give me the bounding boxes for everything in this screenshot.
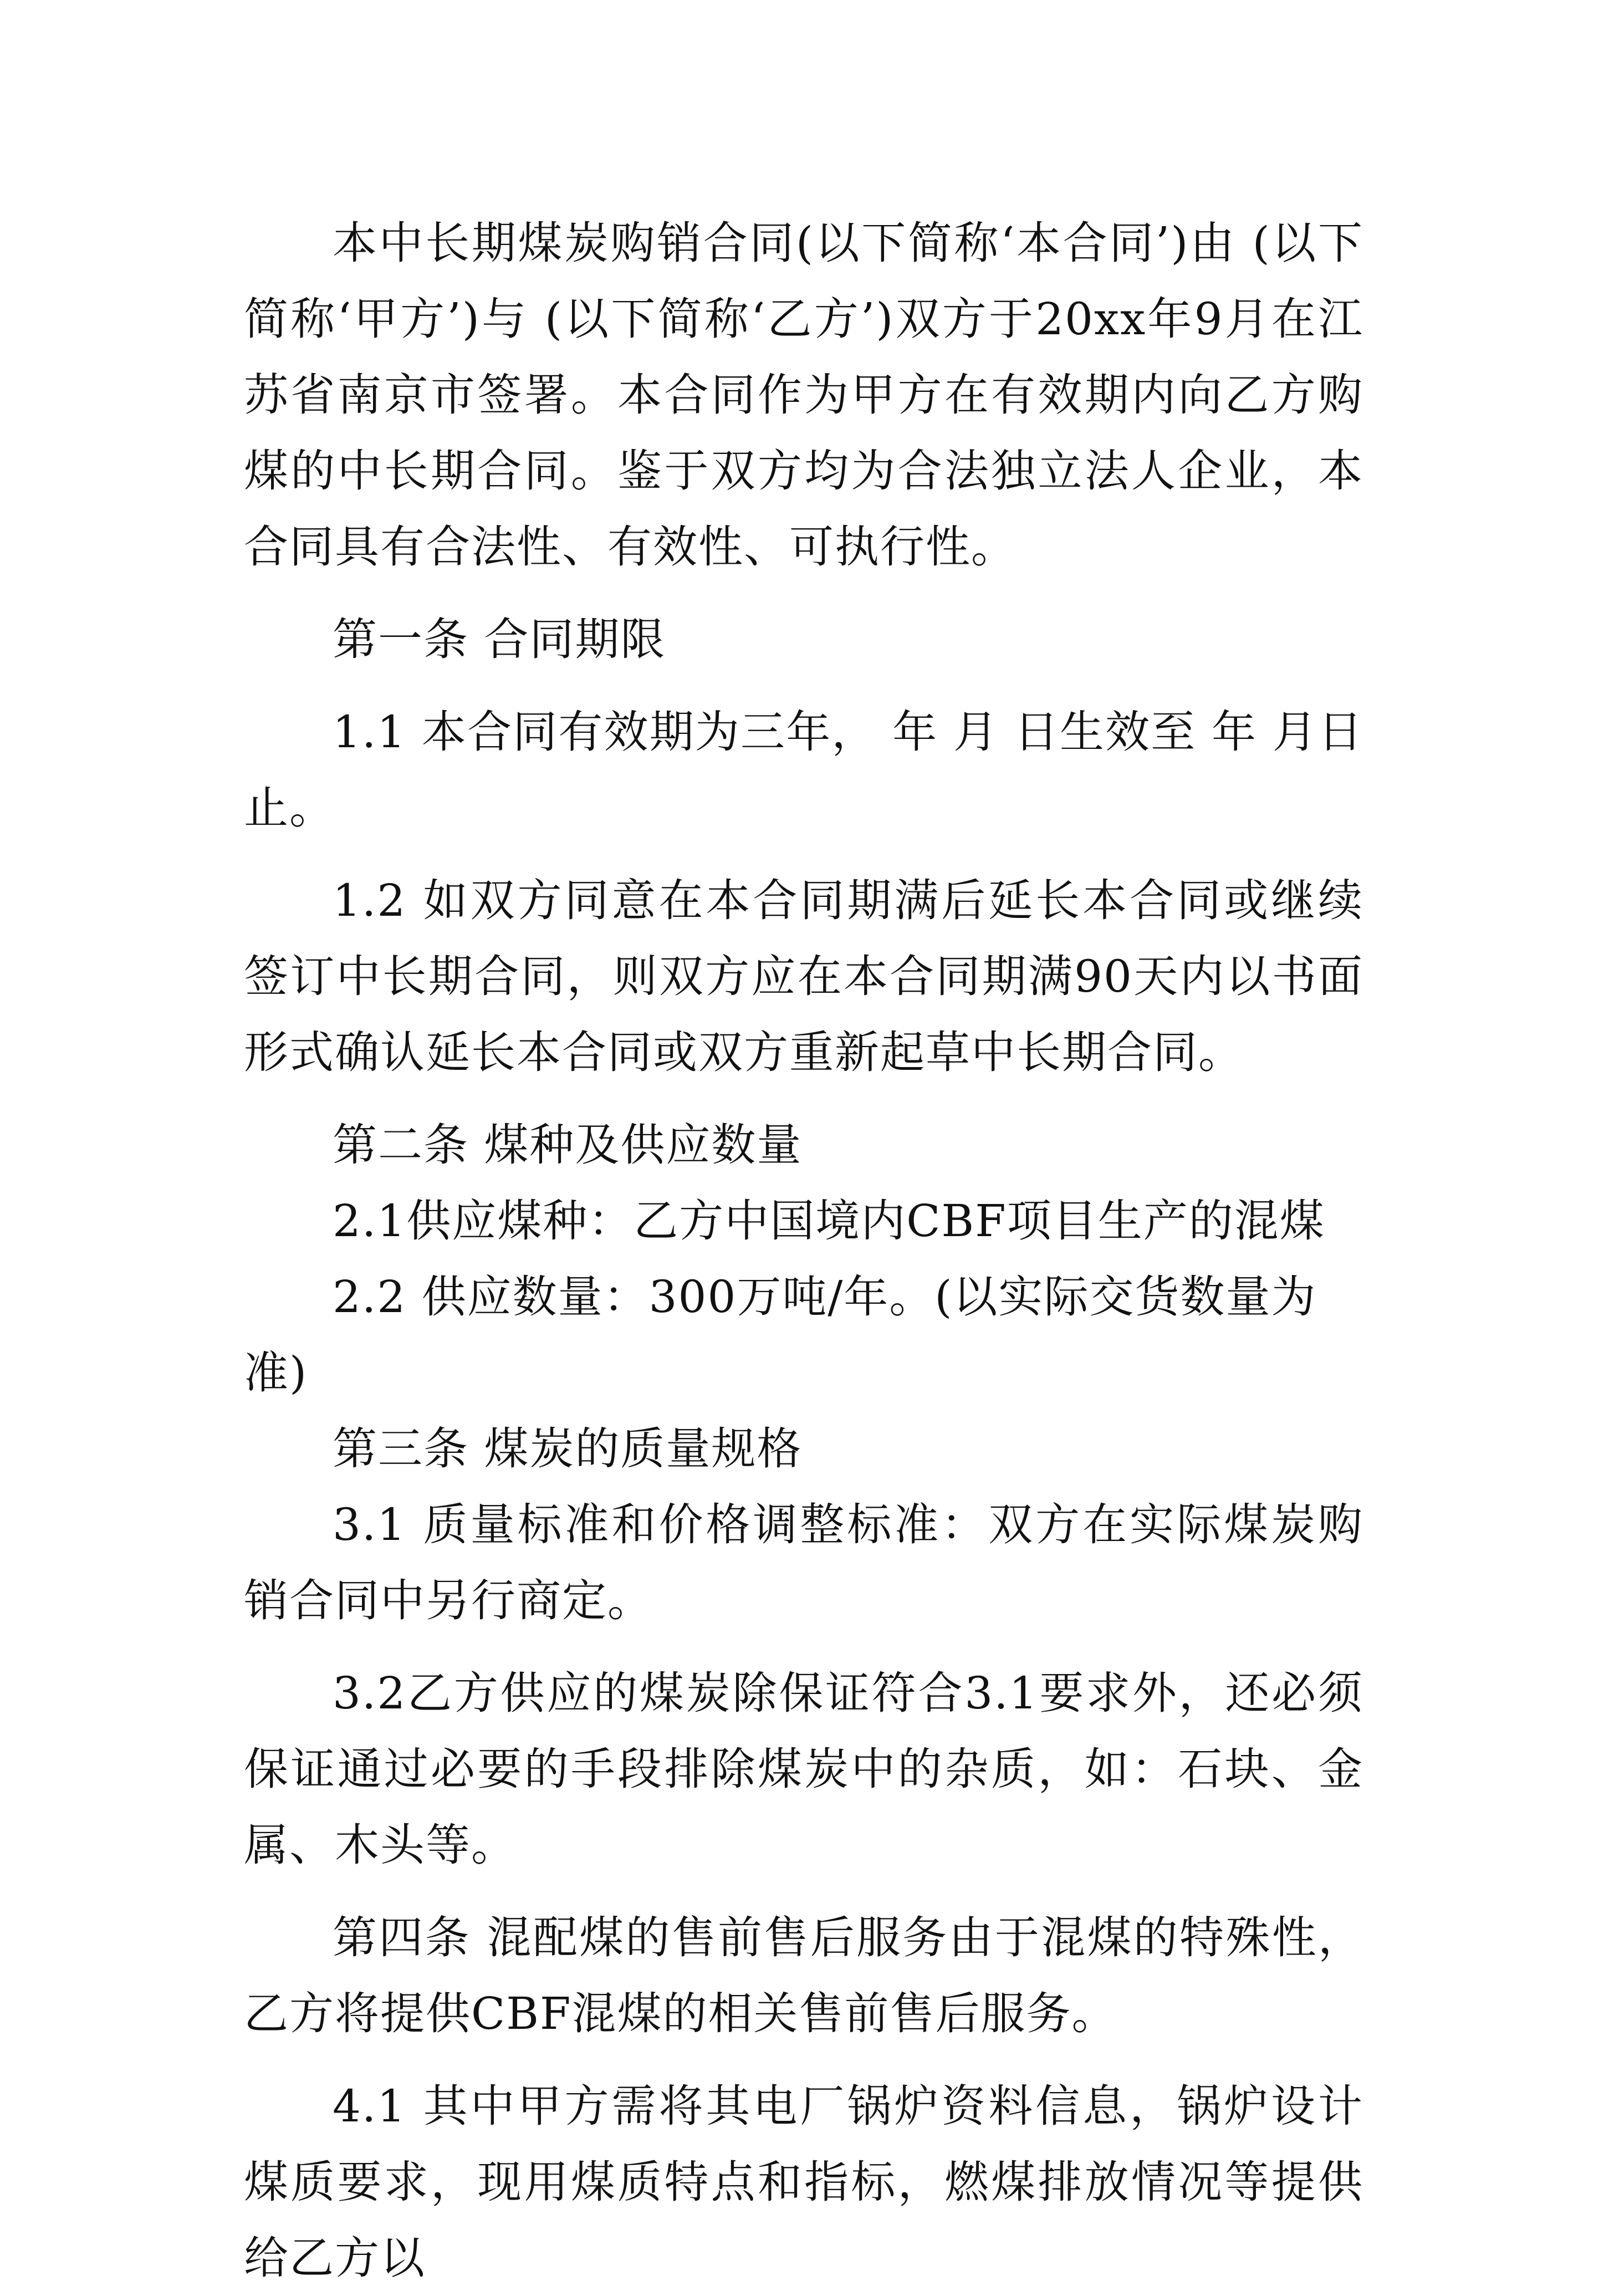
clause-3-1: 3.1 质量标准和价格调整标准：双方在实际煤炭购销合同中另行商定。	[244, 1499, 1363, 1626]
spacer	[244, 846, 1363, 863]
article-1-heading: 第一条 合同期限	[333, 614, 666, 665]
document-body	[244, 205, 1363, 2296]
clause-1-2: 1.2 如双方同意在本合同期满后延长本合同或继续签订中长期合同，则双方应在本合同期满90天内以书面形式确认延长本合同或双方重新起草中长期合同。	[244, 875, 1363, 1078]
intro-paragraph: 本中长期煤炭购销合同(以下简称‘本合同’)由 (以下简称‘甲方’)与 (以下简称‘乙方’)双方于20xx年9月在江苏省南京市签署。本合同作为甲方在有效期内向乙方购煤的中长期合同。鉴于双方均为合法独立法人企业，本合同具有合法性、有效性、可执行性。	[244, 217, 1363, 573]
clause-2-2: 2.2 供应数量：300万吨/年。(以实际交货数量为准)	[244, 1271, 1317, 1399]
spacer	[244, 2052, 1363, 2068]
clause-4-1: 4.1 其中甲方需将其电厂锅炉资料信息，锅炉设计煤质要求，现用煤质特点和指标，燃煤排放情况等提供给乙方以	[244, 2080, 1363, 2284]
clause-2-1: 2.1供应煤种：乙方中国境内CBF项目生产的混煤	[333, 1195, 1325, 1247]
article-2-heading: 第二条 煤种及供应数量	[333, 1119, 803, 1171]
article-3-heading: 第三条 煤炭的质量规格	[333, 1423, 803, 1474]
article-4-paragraph: 第四条 混配煤的售前售后服务由于混煤的特殊性，乙方将提供CBF混煤的相关售前售后服务。	[244, 1912, 1363, 2039]
spacer	[244, 677, 1363, 694]
clause-3-2: 3.2乙方供应的煤炭除保证符合3.1要求外，还必须保证通过必要的手段排除煤炭中的杂质，如：石块、金属、木头等。	[244, 1667, 1363, 1871]
spacer	[244, 1090, 1363, 1107]
spacer	[244, 1639, 1363, 1655]
spacer	[244, 1883, 1363, 1900]
clause-1-1: 1.1 本合同有效期为三年， 年 月 日生效至 年 月日止。	[244, 706, 1363, 834]
spacer	[244, 585, 1363, 601]
